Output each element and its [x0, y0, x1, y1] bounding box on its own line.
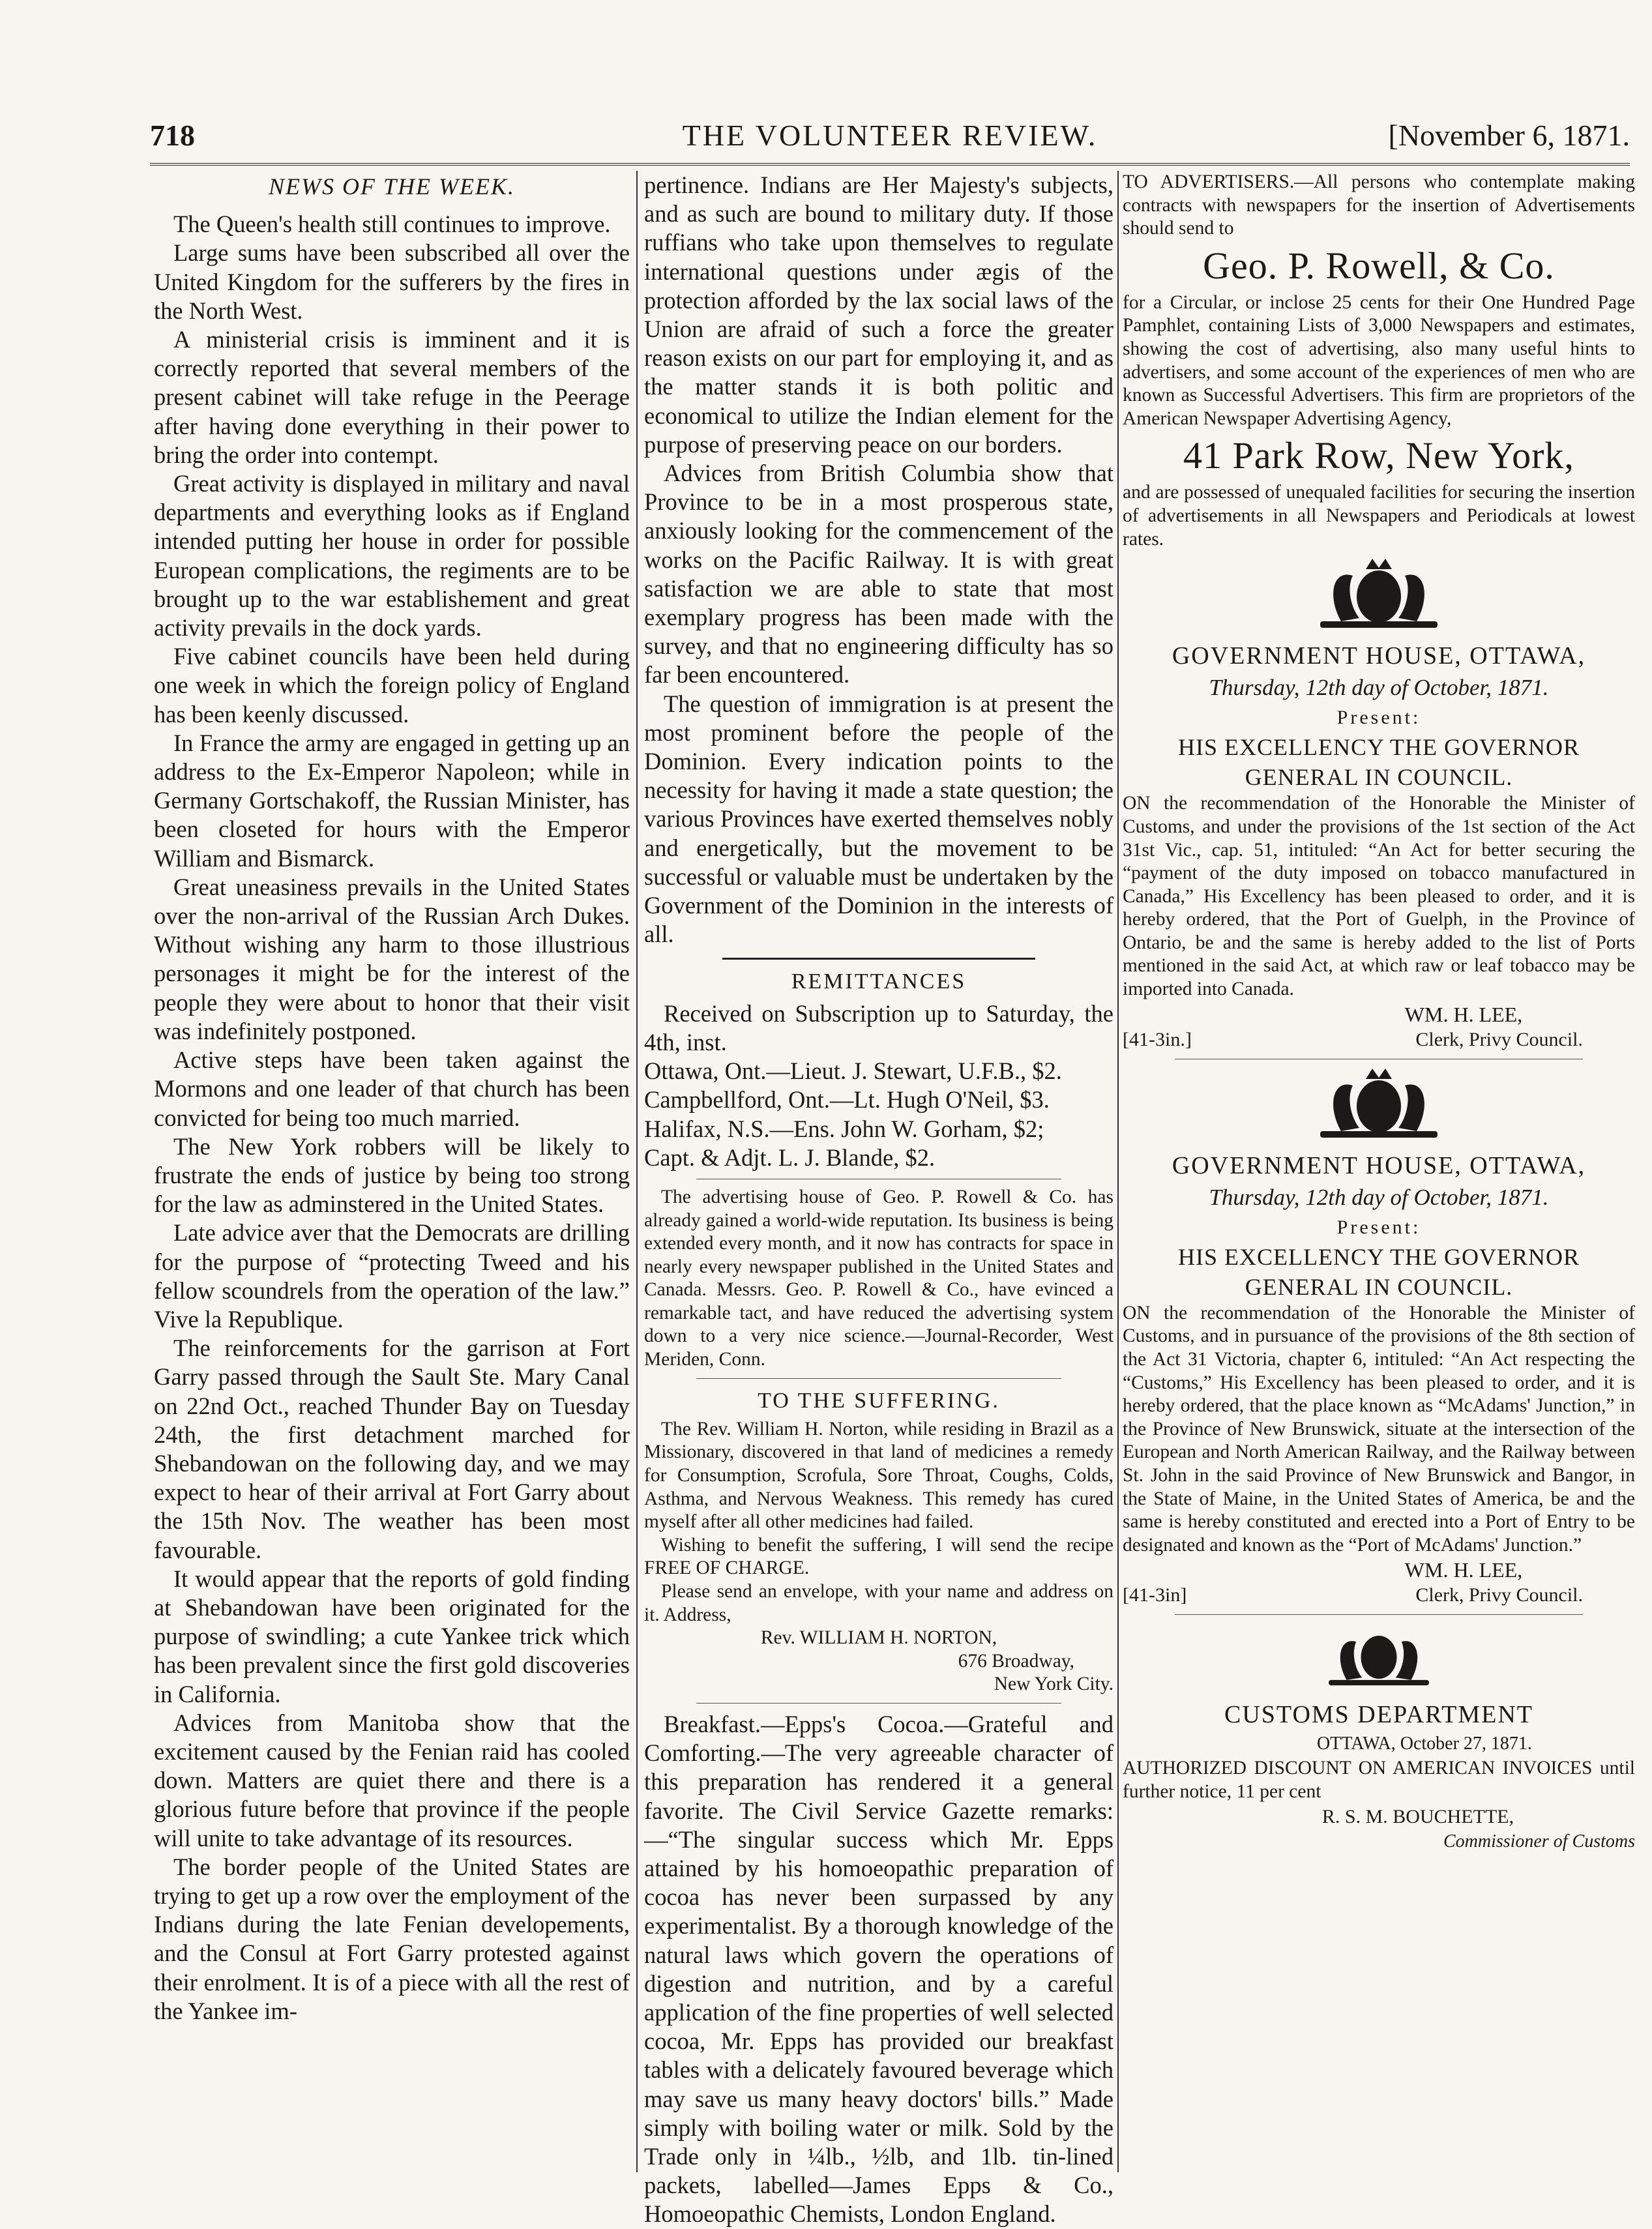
divider [696, 1378, 1061, 1379]
remittance-line: Capt. & Adjt. L. J. Blande, $2. [644, 1144, 936, 1171]
news-paragraph: In France the army are engaged in getting up an address to the Ex-Emperor Napoleon; while in Germany Gortschakoff, the Russian Minister, has been closeted for hours with the Emperor William and Bismarck. [154, 729, 630, 872]
cocoa-advertisement: Breakfast.—Epps's Cocoa.—Grateful and Comforting.—The very agreeable character of this preparation has rendered it a general favorite. The Civil Service Gazette remarks:—“The singular success which Mr. Epps attained by his homoeopathic preparation of cocoa has never been surpassed by any experimentalist. By a thorough knowledge of the natural laws which govern the operations of digestion and nutrition, and by a careful application of the fine properties of well selected cocoa, Mr. Epps has provided our breakfast tables with a delicately favoured beverage which may save us many heavy doctors' bills.” Made simply with boiling water or milk. Sold by the Trade only in ¼lb., ½lb, and 1lb. tin-lined packets, labelled—James Epps & Co., Homoeopathic Chemists, London England. [644, 1710, 1114, 2228]
page-number: 718 [150, 119, 195, 152]
notice1-ref: [41-3in.] [1123, 1028, 1192, 1050]
suffering-paragraph: Wishing to benefit the suffering, I will send the recipe FREE OF CHARGE. [644, 1534, 1114, 1579]
notice1-signer: WM. H. LEE, [1404, 1002, 1523, 1026]
royal-crest-icon [1281, 1066, 1477, 1144]
suffering-paragraph: Please send an envelope, with your name and address on it. Address, [644, 1581, 1114, 1625]
news-paragraph: Large sums have been subscribed all over the United Kingdom for the sufferers by the fires in the North West. [154, 239, 630, 324]
column-middle [644, 171, 1114, 2228]
news-paragraph: Great uneasiness prevails in the United States over the non-arrival of the Russian Arch Dukes. Without wishing any harm to those illustrious personages it might be for the interest of the people they were about to honor that their visit was indefinitely postponed. [154, 873, 630, 1044]
notice2-present: Present: [1336, 1216, 1421, 1238]
notice1-date: Thursday, 12th day of October, 1871. [1209, 675, 1549, 701]
suffering-heading: TO THE SUFFERING. [758, 1388, 1000, 1413]
remittance-line: Ottawa, Ont.—Lieut. J. Stewart, U.F.B., $2. [644, 1057, 1062, 1085]
notice2-house: GOVERNMENT HOUSE, OTTAWA, [1172, 1151, 1586, 1179]
news-paragraph: The Queen's health still continues to improve. [173, 211, 611, 238]
news-paragraph: Late advice aver that the Democrats are drilling for the purpose of “protecting Tweed and his fellow scoundrels from the operation of the law.” Vive la Republique. [154, 1219, 630, 1333]
advertisers-intro: TO ADVERTISERS.—All persons who contemplate making contracts with newspapers for the insertion of Advertisements should send to [1123, 171, 1635, 239]
rowell-address: 41 Park Row, New York, [1183, 434, 1574, 477]
section-rule [722, 958, 1035, 960]
notice1-excellency: HIS EXCELLENCY THE GOVERNOR GENERAL IN COUNCIL. [1178, 734, 1580, 791]
divider [696, 1703, 1061, 1704]
royal-crest-icon [1281, 556, 1477, 634]
royal-crest-icon [1288, 1621, 1470, 1693]
news-paragraph: It would appear that the reports of gold finding at Shebandowan have been originated for the purpose of swindling; a cute Yankee trick which has been prevalent since the first gold discoveries in California. [154, 1565, 630, 1707]
divider [1175, 1614, 1583, 1615]
customs-body: AUTHORIZED DISCOUNT ON AMERICAN INVOICES until further notice, 11 per cent [1123, 1758, 1635, 1802]
news-paragraph: pertinence. Indians are Her Majesty's subjects, and as such are bound to military duty. If those ruffians who take upon themselves to regulate international questions under ægis of the protection afforded by the lax social laws of the Union are afraid of such a force the greater reason exists on our part for employing it, and as the matter stands it is both politic and economical to utilize the Indian element for the purpose of preserving peace on our borders. [644, 171, 1114, 458]
notice2-ref: [41-3in] [1123, 1584, 1187, 1606]
suffering-paragraph: The Rev. William H. Norton, while residing in Brazil as a Missionary, discovered in that land of medicines a remedy for Consumption, Scrofula, Sore Throat, Coughs, Colds, Asthma, and Nervous Weakness. This remedy has cured myself after all other medicines had failed. [644, 1418, 1114, 1533]
column-news [154, 171, 630, 2172]
column-divider [636, 171, 638, 2172]
customs-heading: CUSTOMS DEPARTMENT [1224, 1701, 1533, 1729]
remittance-line: Campbellford, Ont.—Lt. Hugh O'Neil, $3. [644, 1086, 1050, 1114]
column-divider [1117, 171, 1119, 2172]
column-advertisements [1123, 171, 1635, 2172]
news-paragraphs [154, 210, 630, 2026]
notice1-house: GOVERNMENT HOUSE, OTTAWA, [1172, 642, 1586, 670]
notice1-present: Present: [1336, 707, 1421, 729]
news-paragraph: The question of immigration is at present the most prominent before the people of the Dominion. Every indication points to the necessity for having it made a state question; the various Provinces have exerted themselves nobly and energetically, but the movement to be successful or valuable must be undertaken by the Government of the Dominion in the interests of all. [644, 690, 1114, 948]
news-paragraph: A ministerial crisis is imminent and it is correctly reported that several members of the present cabinet will take refuge in the Peerage after having done everything in their power to bring the order into contempt. [154, 326, 630, 468]
masthead-title: THE VOLUNTEER REVIEW. [682, 119, 1098, 152]
remittances-intro: Received on Subscription up to Saturday, the 4th, inst. [644, 999, 1114, 1055]
norton-signature: Rev. WILLIAM H. NORTON, [760, 1627, 997, 1649]
section-heading: NEWS OF THE WEEK. [269, 173, 515, 199]
news-paragraph: The New York robbers will be likely to frustrate the ends of justice by being too strong for the law as adminstered in the United States. [154, 1132, 630, 1218]
notice1-clerk: Clerk, Privy Council. [1415, 1028, 1583, 1050]
remittances-heading: REMITTANCES [791, 969, 967, 994]
issue-date: [November 6, 1871. [1388, 119, 1630, 152]
notice2-date: Thursday, 12th day of October, 1871. [1209, 1184, 1549, 1210]
norton-address: 676 Broadway, [958, 1650, 1074, 1672]
header-rule [150, 163, 1630, 166]
news-paragraph: Five cabinet councils have been held during one week in which the foreign policy of England has been keenly discussed. [154, 643, 630, 728]
news-paragraph: The reinforcements for the garrison at Fort Garry passed through the Sault Ste. Mary Canal on 22nd Oct., reached Thunder Bay on Tuesday 24th, the first detachment marched for Shebandowan on the following day, and we may expect to hear of their arrival at Fort Garry about the 15th Nov. The weather has been most favourable. [154, 1335, 630, 1563]
norton-city: New York City. [994, 1674, 1114, 1695]
customs-signer: R. S. M. BOUCHETTE, [1321, 1805, 1514, 1827]
remittance-line: Halifax, N.S.—Ens. John W. Gorham, $2; [644, 1115, 1044, 1142]
notice1-body: ON the recommendation of the Honorable the Minister of Customs, and under the provisions of the 1st section of the Act 31st Vic., cap. 51, intituled: “An Act for better securing the “payment of the duty imposed on tobacco manufactured in Canada,” His Excellency has been pleased to order, and it is hereby ordered, that the Port of Guelph, in the Province of Ontario, be and the same is hereby added to the list of Ports mentioned in the said Act, at which raw or leaf tobacco may be imported into Canada. [1123, 793, 1635, 1000]
rowell-body: for a Circular, or inclose 25 cents for their One Hundred Page Pamphlet, containing Lists of 3,000 Newspapers and estimates, showing the cost of advertising, also many useful hints to advertisers, and some account of the experiences of men who are known as Successful Advertisers. This firm are proprietors of the American Newspaper Advertising Agency, [1123, 291, 1635, 429]
news-paragraph: Active steps have been taken against the Mormons and one leader of that church has been convicted for being too much married. [154, 1046, 630, 1131]
notice2-excellency: HIS EXCELLENCY THE GOVERNOR GENERAL IN COUNCIL. [1178, 1243, 1580, 1300]
notice2-body: ON the recommendation of the Honorable the Minister of Customs, and in pursuance of the provisions of the 8th section of the Act 31 Victoria, chapter 6, intituled: “An Act respecting the “Customs,” His Excellency has been pleased to order, and it is hereby ordered, that the place known as “McAdams' Junction,” in the Province of New Brunswick, situate at the intersection of the European and North American Railway, and the Railway between St. John in the said Province of New Brunswick and Bangor, in the State of Maine, in the United States of America, be and the same is hereby constituted and erected into a Port of Entry to be designated and known as the “Port of McAdams' Junction.” [1123, 1302, 1635, 1556]
news-paragraph: Advices from Manitoba show that the excitement caused by the Fenian raid has cooled down. Matters are quiet there and there is a glorious future before that province if the people will unite to take advantage of its resources. [154, 1709, 630, 1852]
rowell-notice: The advertising house of Geo. P. Rowell & Co. has already gained a world-wide reputation. Its business is being extended every month, and it now has contracts for space in nearly every newspaper published in the United States and Canada. Messrs. Geo. P. Rowell & Co., have evinced a remarkable tact, and have reduced the advertising system down to a very nice science.—Journal-Recorder, West Meriden, Conn. [644, 1186, 1114, 1370]
page-header [150, 116, 1630, 168]
rowell-tail: and are possessed of unequaled facilities for securing the insertion of advertisements in all Newspapers and Periodicals at lowest rates. [1123, 482, 1635, 550]
customs-title: Commissioner of Customs [1443, 1831, 1635, 1852]
news-paragraph: The border people of the United States are trying to get up a row over the employment of the Indians during the late Fenian developements, and the Consul at Fort Garry protested against their enrolment. It is of a piece with all the rest of the Yankee im- [154, 1853, 630, 2024]
customs-date: OTTAWA, October 27, 1871. [1317, 1734, 1532, 1754]
news-paragraph: Great activity is displayed in military and naval departments and everything looks as if England intended putting her house in order for possible European complications, the regiments are to be brought up to the war establishement and great activity prevails in the dock yards. [154, 470, 630, 642]
notice2-clerk: Clerk, Privy Council. [1415, 1584, 1583, 1606]
news-paragraph: Advices from British Columbia show that Province to be in a most prosperous state, anxiously looking for the commencement of the works on the Pacific Railway. It is with great satisfaction we are able to state that most exemplary progress has been made with the survey, and that no engineering difficulty has so far been encountered. [644, 460, 1114, 688]
notice2-signer: WM. H. LEE, [1404, 1558, 1523, 1582]
rowell-name: Geo. P. Rowell, & Co. [1203, 244, 1555, 287]
